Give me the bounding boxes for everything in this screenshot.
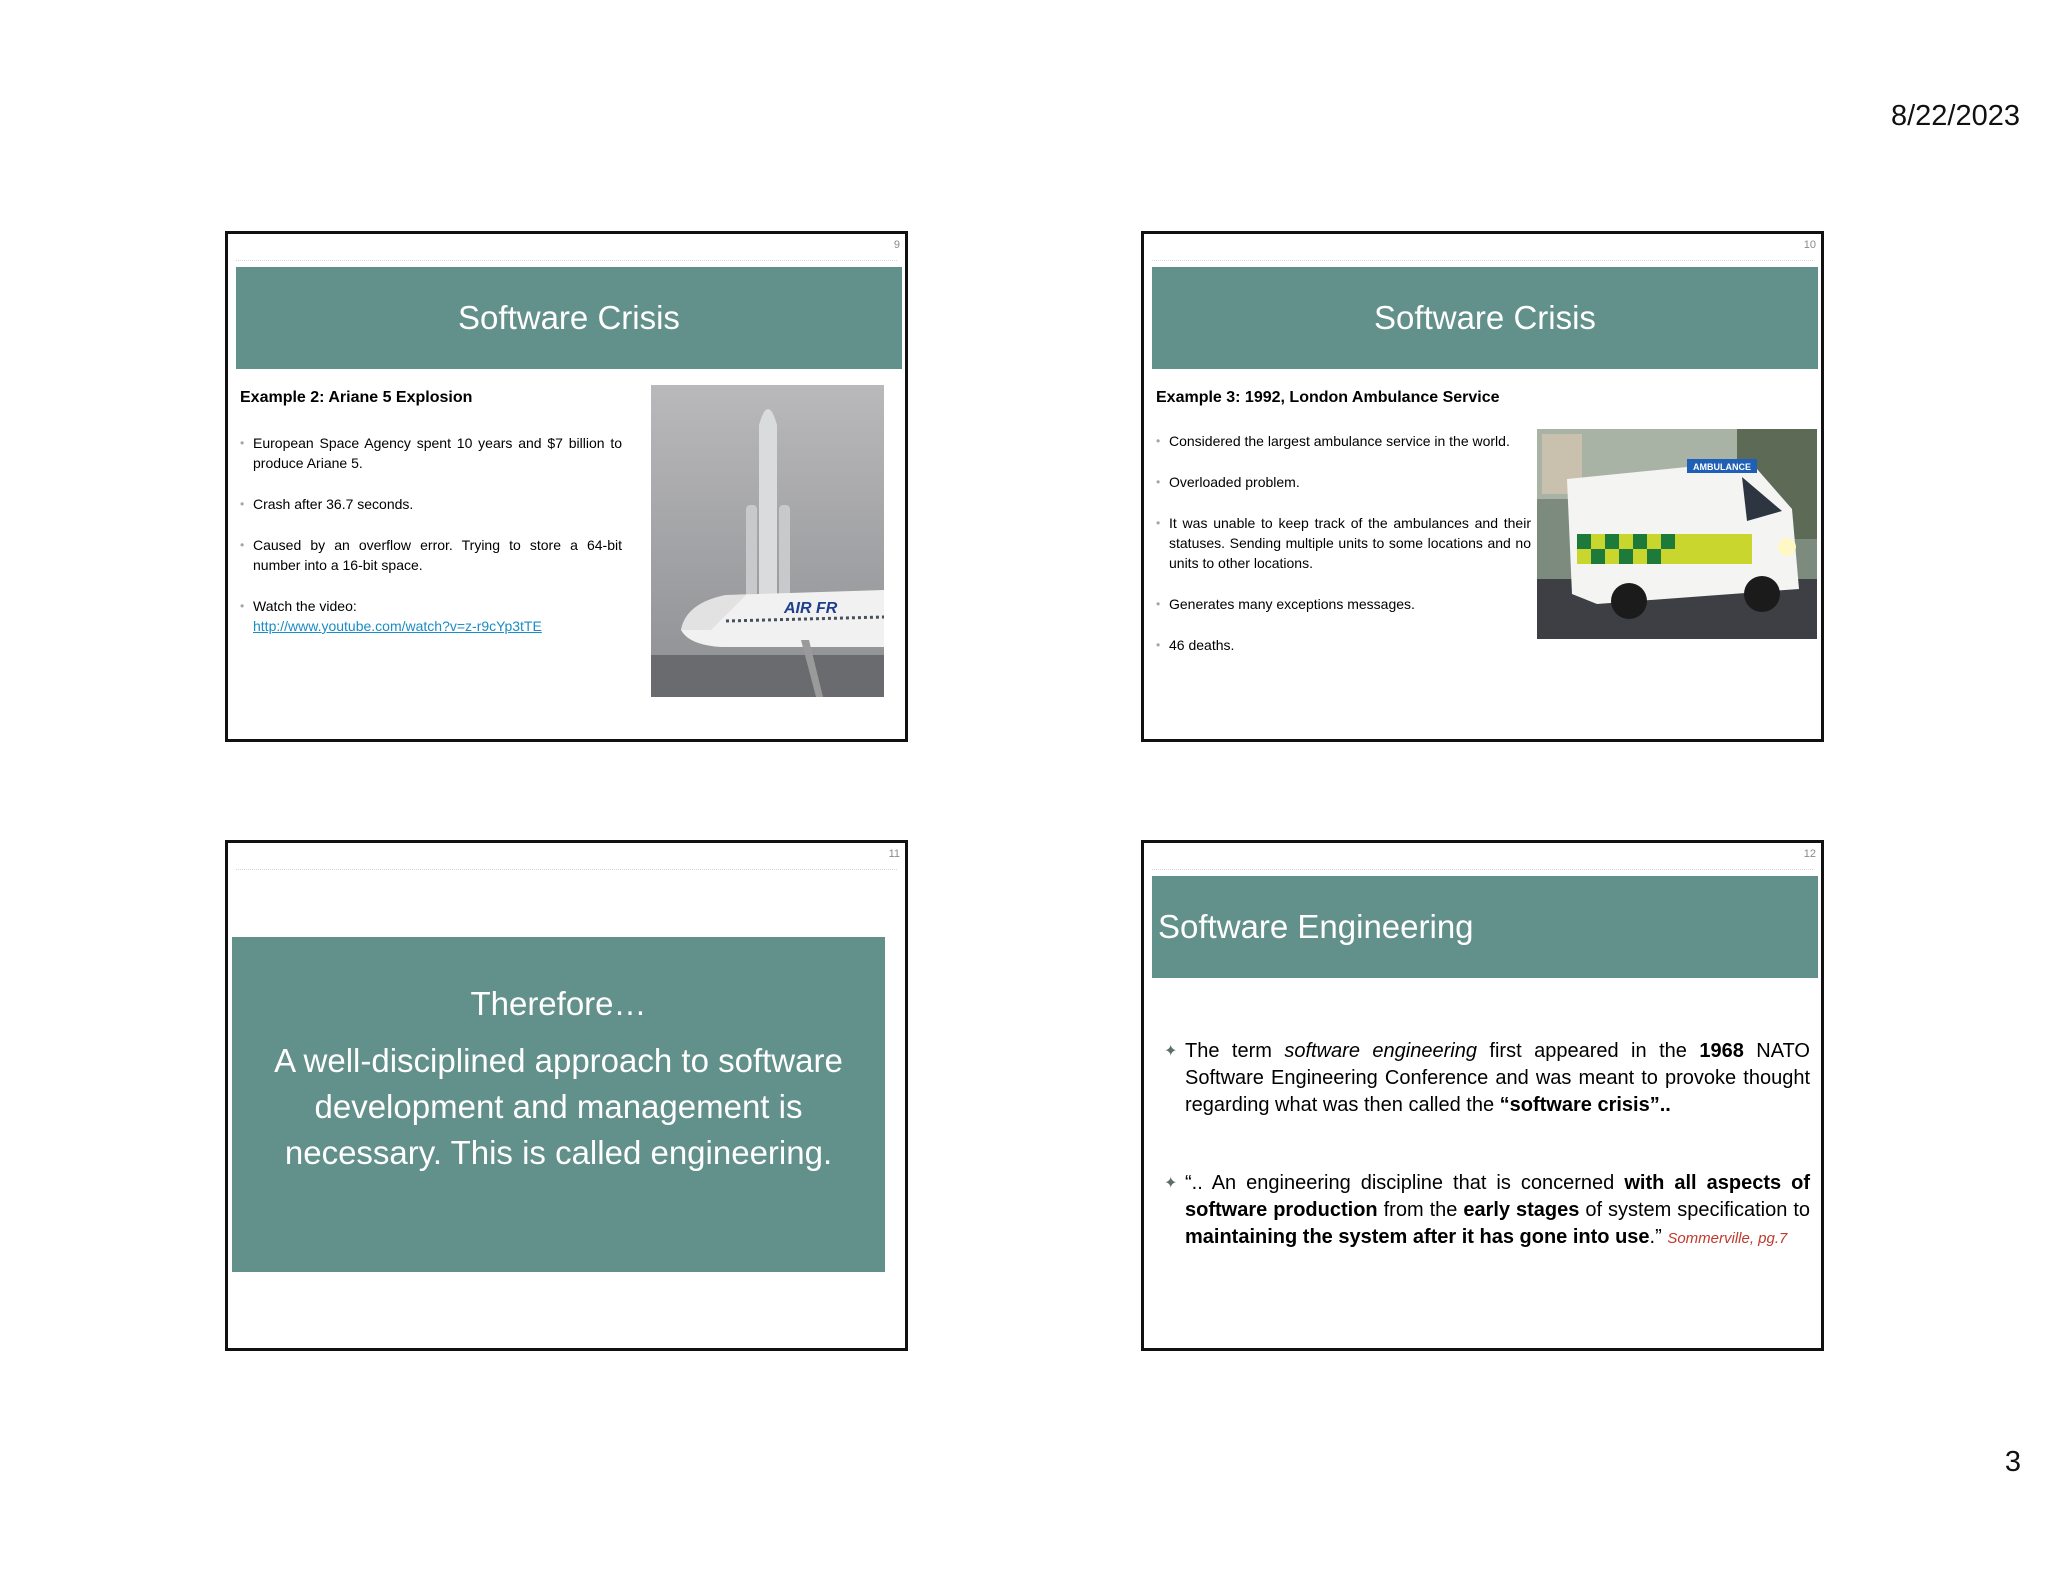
slide-11[interactable] xyxy=(225,840,908,1351)
slide-title: Software Crisis xyxy=(1152,267,1818,369)
divider xyxy=(1152,869,1813,870)
example-heading: Example 3: 1992, London Ambulance Service xyxy=(1156,389,1500,406)
list-item: • Crash after 36.7 seconds. xyxy=(240,496,414,512)
slide-title: Software Crisis xyxy=(236,267,902,369)
list-item: ✦ “.. An engineering discipline that is concerned with all aspects of software production from the early stages of system specification to maintaining the system after it has gone into use.” Sommerville, pg.7 xyxy=(1164,1172,1811,1248)
list-item: • Watch the video: http://www.youtube.com/watch?v=z-r9cYp3tTE xyxy=(240,598,542,634)
bullet-icon: • xyxy=(240,497,245,511)
bullet-icon: • xyxy=(1156,597,1161,611)
divider xyxy=(236,869,897,870)
slide-number: 9 xyxy=(893,239,900,251)
example-heading: Example 2: Ariane 5 Explosion xyxy=(240,389,473,406)
page-date: 8/22/2023 xyxy=(1890,100,2020,132)
list-item: • Generates many exceptions messages. xyxy=(1156,596,1415,612)
ambulance-image xyxy=(1537,429,1817,639)
bullet-icon: • xyxy=(240,436,245,450)
divider xyxy=(1152,260,1813,261)
slide-number: 11 xyxy=(888,848,900,860)
star-bullet-icon: ✦ xyxy=(1164,1043,1178,1060)
list-item: ✦ The term software engineering first appeared in the 1968 NATO Software Engineering Conference and was meant to provoke thought regarding what was then called the “software crisis”.. xyxy=(1164,1040,1810,1116)
list-item: • 46 deaths. xyxy=(1156,637,1235,653)
divider xyxy=(236,260,897,261)
slide-number: 10 xyxy=(1803,239,1816,251)
statement-box xyxy=(232,937,885,1272)
slide-number: 12 xyxy=(1803,848,1816,860)
bullet-list xyxy=(240,433,622,657)
slide-9[interactable] xyxy=(225,231,908,742)
bullet-icon: • xyxy=(240,538,245,552)
video-link[interactable]: http://www.youtube.com/watch?v=z-r9cYp3tTE xyxy=(253,618,542,634)
list-item: • Overloaded problem. xyxy=(1156,474,1300,490)
list-item: • Caused by an overflow error. Trying to store a 64-bit number into a 16-bit space. xyxy=(240,537,622,573)
list-item: • European Space Agency spent 10 years and $7 billion to produce Ariane 5. xyxy=(240,435,622,471)
bullet-icon: • xyxy=(240,599,245,613)
star-bullet-icon: ✦ xyxy=(1164,1175,1178,1192)
statement-heading: Therefore… xyxy=(470,985,647,1022)
statement-text: A well-disciplined approach to software development and management is necessary. This is called engineering. xyxy=(274,1042,843,1171)
list-item: • It was unable to keep track of the ambulances and their statuses. Sending multiple units to some locations and no units to other locations. xyxy=(1156,515,1531,571)
bullet-icon: • xyxy=(1156,516,1161,530)
citation: Sommerville, pg.7 xyxy=(1667,1230,1788,1247)
bullet-list xyxy=(1156,431,1531,676)
bullet-icon: • xyxy=(1156,475,1161,489)
vehicle-label: AMBULANCE xyxy=(1693,462,1751,472)
slide-12[interactable] xyxy=(1141,840,1824,1351)
page-number: 3 xyxy=(2004,1446,2021,1478)
airline-label: AIR FR xyxy=(784,600,838,617)
list-item: • Considered the largest ambulance service in the world. xyxy=(1156,433,1510,449)
slide-title: Software Engineering xyxy=(1152,876,1818,978)
ariane-rocket-image xyxy=(651,385,884,697)
slide-10[interactable] xyxy=(1141,231,1824,742)
bullet-list xyxy=(1164,1038,1810,1303)
bullet-icon: • xyxy=(1156,638,1161,652)
bullet-icon: • xyxy=(1156,434,1161,448)
